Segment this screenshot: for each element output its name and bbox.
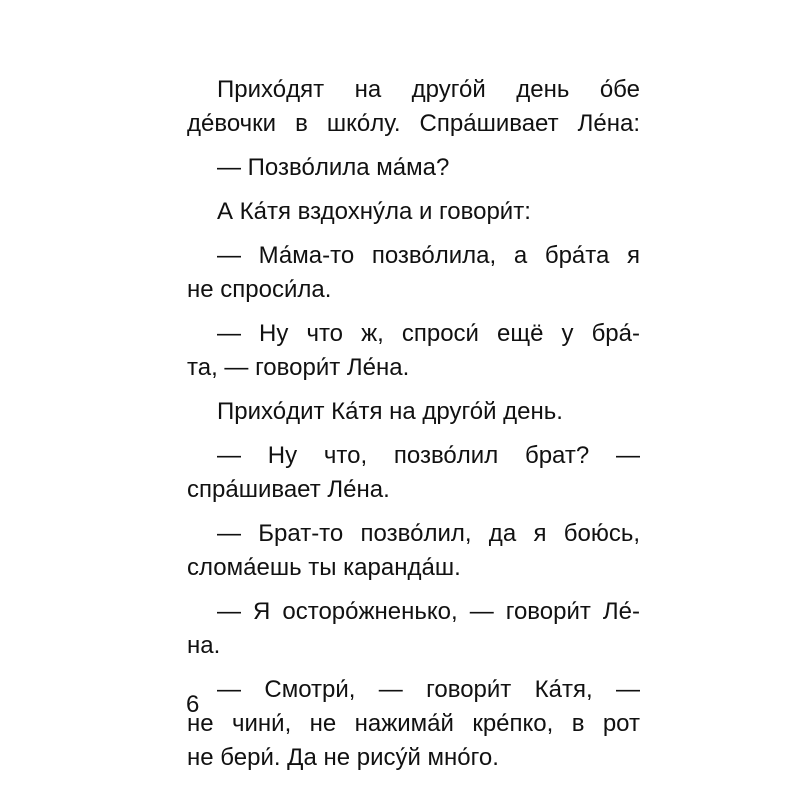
- text-line-17: не чини́, не нажима́й кре́пко, в рот: [187, 710, 640, 737]
- text-line-8: та, — говори́т Ле́на.: [187, 354, 410, 381]
- text-line-12: — Брат-то позво́лил, да я бою́сь,: [217, 520, 640, 547]
- text-line-11: спра́шивает Ле́на.: [187, 476, 390, 503]
- text-line-3: — Позво́лила ма́ма?: [217, 154, 450, 181]
- text-line-18: не бери́. Да не рису́й мно́го.: [187, 744, 499, 771]
- text-line-1: Прихо́дят на друго́й день о́бе: [217, 76, 640, 103]
- page-number: 6: [186, 691, 200, 718]
- text-line-15: на.: [187, 632, 221, 659]
- text-line-16: — Смотри́, — говори́т Ка́тя, —: [217, 676, 640, 703]
- text-line-7: — Ну что ж, спроси́ ещё у бра́-: [217, 320, 640, 347]
- text-line-9: Прихо́дит Ка́тя на друго́й день.: [217, 398, 563, 425]
- text-line-5: — Ма́ма-то позво́лила, а бра́та я: [217, 242, 640, 269]
- story-text: [187, 73, 640, 775]
- text-line-2: де́вочки в шко́лу. Спра́шивает Ле́на:: [187, 110, 640, 137]
- text-line-13: слома́ешь ты каранда́ш.: [187, 554, 461, 581]
- text-line-4: А Ка́тя вздохну́ла и говори́т:: [217, 198, 531, 225]
- text-line-6: не спроси́ла.: [187, 276, 332, 303]
- text-line-14: — Я осторо́жненько, — говори́т Ле́-: [217, 598, 640, 625]
- text-line-10: — Ну что, позво́лил брат? —: [217, 442, 640, 469]
